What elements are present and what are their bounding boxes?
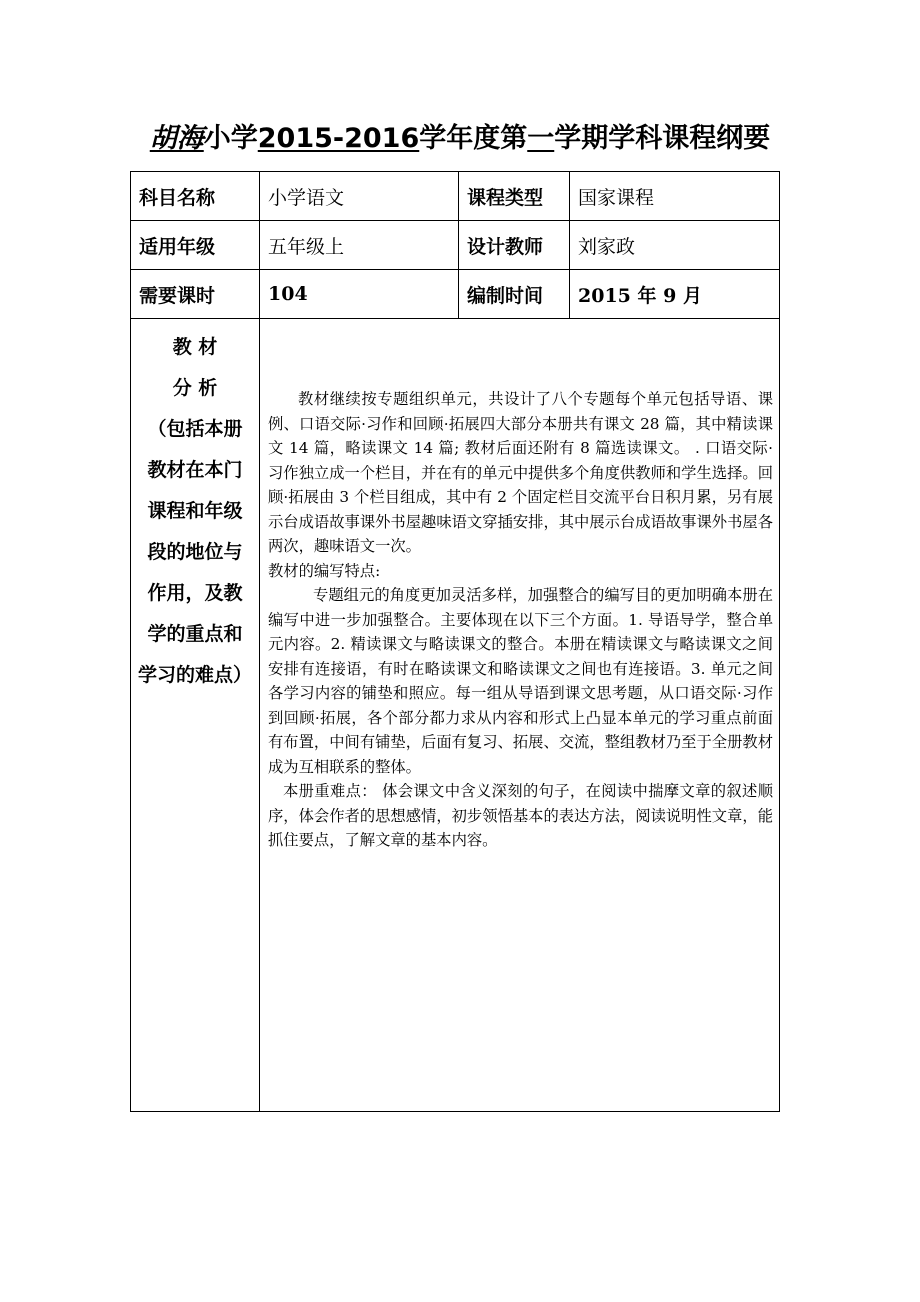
analysis-label-line: 分 析 (172, 377, 218, 399)
table-row (131, 270, 780, 319)
title-mid: 学年度第 (419, 123, 528, 154)
course-type-value: 国家课程 (570, 172, 780, 221)
title-years: 2015-2016 (257, 123, 420, 154)
analysis-label-line: 作用，及教 (147, 582, 243, 604)
analysis-paragraph-overview: 教材继续按专题组织单元，共设计了八个专题每个单元包括导语、课例、口语交际·习作和回顾·拓展四大部分本册共有课文 28 篇，其中精读课文 14 篇，略读课文 14 篇; 教材后面还附有 8 篇选读课文。 . 口语交际·习作独立成一个栏目，并在有的单元中提供多个角度供教师和学生选择。回顾·拓展由 3 个栏目组成，其中有 2 个固定栏目交流平台日积月累，另有展示台成语故事课外书屋趣味语文穿插安排，其中展示台成语故事课外书屋各两次，趣味语文一次。 (268, 390, 773, 555)
analysis-label-line: 教 材 (172, 336, 218, 358)
syllabus-table (130, 171, 780, 1112)
course-type-label: 课程类型 (459, 172, 570, 221)
analysis-paragraph-features: 专题组元的角度更加灵活多样，加强整合的编写目的更加明确本册在编写中进一步加强整合。主要体现在以下三个方面。1. 导语导学，整合单元内容。2. 精读课文与略读课文的整合。本册在精读课文与略读课文之间安排有连接语，有时在略读课文和略读课文之间也有连接语。3. 单元之间各学习内容的铺垫和照应。每一组从导语到课文思考题，从口语交际·习作到回顾·拓展，各个部分都力求从内容和形式上凸显本单元的学习重点前面有布置，中间有铺垫，后面有复习、拓展、交流，整组教材乃至于全册教材成为互相联系的整体。 (268, 586, 773, 776)
table-row (131, 221, 780, 270)
subject-value: 小学语文 (260, 172, 459, 221)
page-title (0, 116, 920, 155)
title-school-suffix: 小学 (203, 123, 258, 154)
title-end: 学期学科课程纲要 (554, 123, 771, 154)
date-value: 2015 年 9 月 (570, 270, 780, 319)
grade-value: 五年级上 (260, 221, 459, 270)
hours-value: 104 (260, 270, 459, 319)
title-term: 一 (527, 123, 555, 154)
title-school-prefix: 胡海 (149, 123, 204, 154)
grade-label: 适用年级 (131, 221, 260, 270)
analysis-label-line: 学习的难点） (137, 664, 252, 686)
analysis-paragraph-key-points: 本册重难点： 体会课文中含义深刻的句子，在阅读中揣摩文章的叙述顺序，体会作者的思想感情，初步领悟基本的表达方法，阅读说明性文章，能抓住要点，了解文章的基本内容。 (268, 782, 773, 849)
analysis-label (131, 319, 260, 1112)
analysis-content (260, 319, 780, 1112)
date-label: 编制时间 (459, 270, 570, 319)
analysis-label-line: 课程和年级 (147, 500, 243, 522)
analysis-label-line: 段的地位与 (147, 541, 243, 563)
table-row (131, 172, 780, 221)
analysis-label-line: 学的重点和 (147, 623, 243, 645)
hours-label: 需要课时 (131, 270, 260, 319)
teacher-label: 设计教师 (459, 221, 570, 270)
analysis-label-line: 教材在本门 (147, 459, 243, 481)
table-row (131, 319, 780, 1112)
analysis-paragraph-features-heading: 教材的编写特点: (268, 561, 381, 580)
subject-label: 科目名称 (131, 172, 260, 221)
analysis-label-line: （包括本册 (147, 418, 243, 440)
teacher-value: 刘家政 (570, 221, 780, 270)
